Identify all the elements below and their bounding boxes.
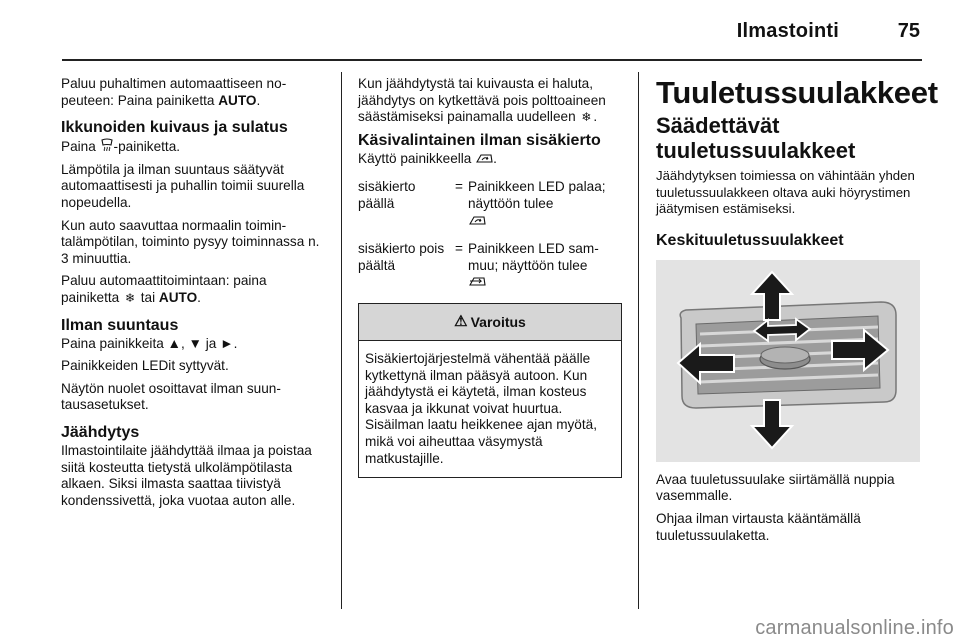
definition-equals: = bbox=[455, 241, 463, 257]
definition-term: sisäkierto pois päältä bbox=[358, 241, 445, 273]
arrow-down-icon bbox=[752, 400, 792, 448]
recirculation-icon bbox=[468, 213, 486, 230]
paragraph-return-auto: Paluu automaattitoimintaan: paina painiketta ❄ tai AUTO. bbox=[61, 273, 267, 305]
warning-box bbox=[358, 303, 622, 478]
definition-description: Painikkeen LED palaa; näyttöön tulee bbox=[468, 179, 622, 229]
column-divider-2 bbox=[638, 72, 639, 609]
warning-title: Varoitus bbox=[470, 313, 526, 330]
definition-term: sisäkierto päällä bbox=[358, 179, 416, 211]
paragraph-leds: Painikkeiden LEDit syttyvät. bbox=[61, 358, 229, 374]
warning-triangle-icon: ⚠ bbox=[454, 312, 468, 330]
paragraph-defrost-auto: Lämpötila ja ilman suuntaus säätyvät automaattisesti ja puhallin toimii suurella nopeudella. bbox=[61, 161, 305, 210]
paragraph-direct-airflow: Ohjaa ilman virtausta kääntämällä tuuletussuulaketta. bbox=[656, 510, 861, 543]
column-3 bbox=[656, 75, 938, 550]
fan-icon: ❄ bbox=[124, 290, 135, 305]
recirculation-definition-list bbox=[358, 179, 622, 291]
auto-keyword: AUTO bbox=[218, 92, 257, 108]
center-vent-illustration bbox=[656, 260, 920, 462]
paragraph-defrost-button: Paina -painiketta. bbox=[61, 139, 181, 155]
fresh-air-icon bbox=[468, 274, 486, 291]
vent-diagram-svg bbox=[656, 260, 920, 462]
auto-keyword-2: AUTO bbox=[158, 289, 198, 305]
column-1 bbox=[61, 76, 327, 515]
paragraph-arrows: Näytön nuolet osoittavat ilman suuntausasetukset. bbox=[61, 380, 281, 413]
windscreen-defrost-icon bbox=[100, 138, 114, 156]
definition-row-off bbox=[358, 241, 622, 291]
page-number: 75 bbox=[897, 20, 920, 42]
paragraph-air-buttons: Paina painikkeita ▲, ▼ ja ►. bbox=[61, 335, 238, 351]
paragraph-cooling: Ilmastointilaite jäähdyttää ilmaa ja poistaa siitä kosteutta tietystä ulkolämpötilasta alkaen. Siksi ilmasta saattaa tiivistyä kondenssivettä, joka vuotaa auton alle. bbox=[61, 442, 312, 508]
definition-row-on bbox=[358, 179, 622, 229]
paragraph-auto-fan: Paluu puhaltimen automaattiseen nopeuteen: Paina painiketta AUTO. bbox=[61, 76, 287, 108]
paragraph-defrost-duration: Kun auto saavuttaa normaalin toimintalämpötilan, toiminto pysyy toiminnassa n. 3 minuuttia. bbox=[61, 217, 320, 266]
column-divider-1 bbox=[341, 72, 342, 609]
warning-body: Sisäkiertojärjestelmä vähentää päälle kytkettynä ilman pääsyä autoon. Kun jäähdytystä ei käytetä, ilman kosteus kasvaa ja ikkunat voivat huurtua. Sisäilman laatu heikkenee ajan myötä, mikä voi aiheuttaa väsymystä matkustajille. bbox=[365, 350, 597, 466]
heading-vents: Tuuletussuulakkeet bbox=[656, 75, 938, 110]
watermark: carmanualsonline.info bbox=[755, 617, 954, 639]
paragraph-cooling-off: Kun jäähdytystä tai kuivausta ei haluta, jäähdytys on kytkettävä pois polttoaineen säästämiseksi painamalla uudelleen ❄ . bbox=[358, 76, 606, 125]
heading-center-vents: Keskituuletussuulakkeet bbox=[656, 231, 844, 249]
paragraph-vent-open: Jäähdytyksen toimiessa on vähintään yhden tuuletussuulakkeen oltava auki höyrystimen jäätymisen estämiseksi. bbox=[656, 168, 915, 217]
column-2 bbox=[358, 76, 622, 478]
heading-adjustable-vents: Säädettävät tuuletussuulakkeet bbox=[656, 113, 856, 163]
header-rule bbox=[62, 59, 922, 61]
running-header-title: Ilmastointi bbox=[736, 20, 839, 42]
warning-header bbox=[359, 304, 621, 341]
definition-equals: = bbox=[455, 179, 463, 195]
heading-recirculation: Käsivalintainen ilman sisäkierto bbox=[358, 131, 601, 149]
heading-cooling: Jäähdytys bbox=[61, 423, 140, 441]
definition-description: Painikkeen LED sammuu; näyttöön tulee bbox=[468, 241, 622, 291]
heading-defrost: Ikkunoiden kuivaus ja sulatus bbox=[61, 119, 288, 137]
heading-air-distribution: Ilman suuntaus bbox=[61, 316, 179, 334]
fan-icon: ❄ bbox=[581, 110, 592, 125]
paragraph-recirculation-button: Käyttö painikkeella . bbox=[358, 150, 497, 166]
recirculation-icon bbox=[475, 151, 493, 168]
paragraph-open-vent: Avaa tuuletussuulake siirtämällä nuppia vasemmalle. bbox=[656, 471, 895, 504]
